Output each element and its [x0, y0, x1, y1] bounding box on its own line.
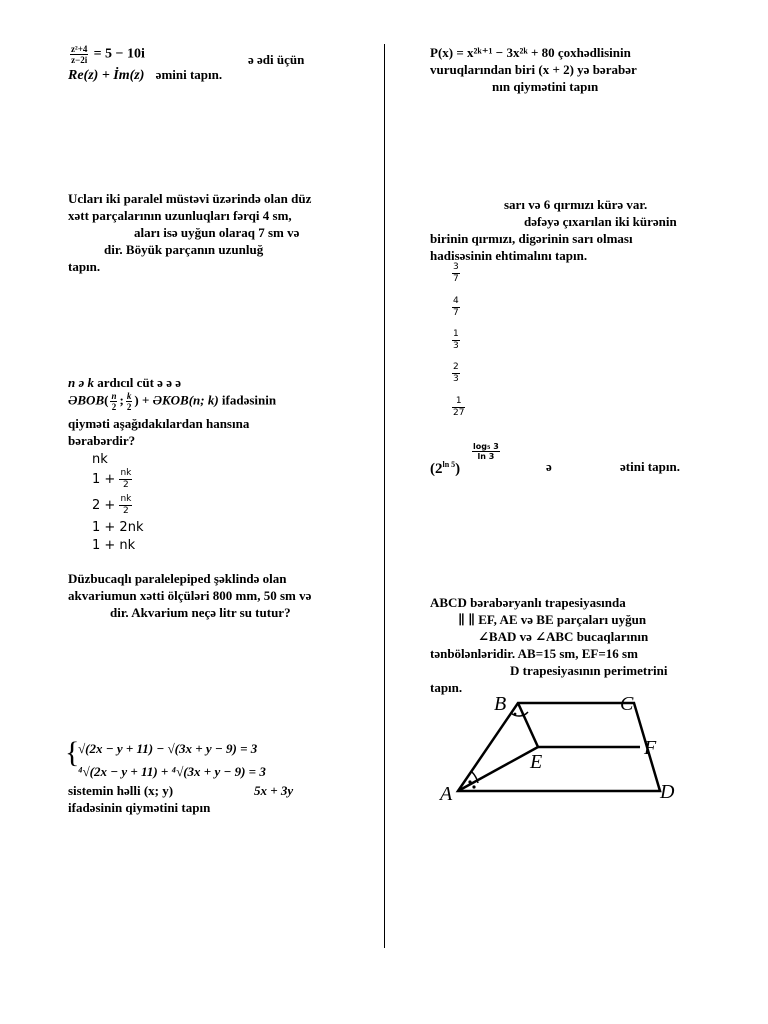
gcd-options	[92, 452, 212, 556]
label-B: B	[494, 693, 507, 715]
option-c[interactable]: $\frac{1}{3}$	[453, 329, 459, 351]
option-a[interactable]: nk	[92, 452, 108, 467]
option-d[interactable]: 1 + 2nk	[92, 520, 144, 535]
label-C: C	[620, 693, 634, 715]
option-b[interactable]: 1 + $\frac{nk}{2}$	[92, 468, 132, 490]
angle-mark-b	[511, 712, 528, 716]
segment-BE	[518, 703, 538, 747]
question-probability: sarı və 6 qırmızı kürə var. dəfəyə çıxarılan iki kürənin birinin qırmızı, digərinin sarı olması hadisəsinin ehtimalını tapın.	[430, 197, 677, 263]
option-e[interactable]: $\frac{1}{27}$	[453, 396, 465, 418]
label-F: F	[644, 737, 657, 759]
question-trapezoid: ABCD bərabəryanlı trapesiyasında ∥ ∥ EF, AE və BE parçaları uyğun ∠BAD və ∠ABC bucaqlarının tənbölənləridir. AB=15 sm, EF=16 sm D trapesiyasının perimetrini tapın.	[430, 595, 668, 695]
angle-dot-a2	[472, 785, 475, 788]
option-d[interactable]: $\frac{2}{3}$	[453, 362, 459, 384]
probability-options	[452, 262, 492, 422]
equation-1: √(2x − y + 11) − √(3x + y − 9) = 3	[78, 741, 258, 756]
equation-2: ⁴√(2x − y + 11) + ⁴√(3x + y − 9) = 3	[78, 764, 266, 779]
option-c[interactable]: 2 + $\frac{nk}{2}$	[92, 494, 132, 516]
system-brace: {	[65, 736, 80, 769]
angle-dot-a1	[468, 780, 471, 783]
question-logarithm: $(2^{ln 5})$ $\frac{\text{log₅ 3}}{\ln 3}$ ə ətini tapın.	[430, 442, 680, 477]
label-D: D	[660, 781, 675, 803]
question-system-roots: { √(2x − y + 11) − √(3x + y − 9) = 3 ⁴√(2x − y + 11) + ⁴√(3x + y − 9) = 3 sistemin həlli (x; y) 5x + 3y ifadəsinin qiymətini tapın	[68, 740, 368, 816]
option-b[interactable]: $\frac{4}{7}$	[453, 296, 459, 318]
question-polynomial: P(x) = x²ᵏ⁺¹ − 3x²ᵏ + 80 çoxhədlisinin vuruqlarından biri (x + 2) yə bərabər nın qiymətini tapın	[430, 45, 637, 94]
question-parallel-planes: Ucları iki paralel müstəvi üzərində olan düz xətt parçalarının uzunluqları fərqi 4 sm, aları isə uyğun olaraq 7 sm və dir. Böyük parçanın uzunluğ tapın.	[68, 191, 312, 274]
option-a[interactable]: $\frac{3}{7}$	[453, 262, 459, 284]
angle-dot-b1	[514, 713, 517, 716]
trapezoid-figure	[438, 690, 708, 810]
label-A: A	[440, 783, 453, 805]
fraction: $\frac{\text{z²+4}}{z-2i}$	[71, 44, 88, 65]
question-gcd-lcm: n ə k ardıcıl cüt ə ə ə ƏBOB( $\frac{n}{2}$ ; $\frac{k}{2}$ ) + ƏKOB(n; k) ifadəsinin qiyməti aşağıdakılardan hansına bərabərdir?	[68, 375, 277, 448]
option-e[interactable]: 1 + nk	[92, 538, 136, 553]
column-divider	[384, 44, 385, 948]
segment-AE	[458, 747, 538, 791]
angle-dot-b2	[522, 714, 525, 717]
question-complex-number: $\frac{\text{z²+4}}{z-2i}$ = 5 − 10i ə ədi üçün Re(z) + İm(z) əmini tapın.	[68, 44, 305, 83]
label-E: E	[530, 751, 543, 773]
question-aquarium: Düzbucaqlı paralelepiped şəklində olan akvariumun xətti ölçüləri 800 mm, 50 sm və dir. Akvarium neçə litr su tutur?	[68, 571, 312, 620]
